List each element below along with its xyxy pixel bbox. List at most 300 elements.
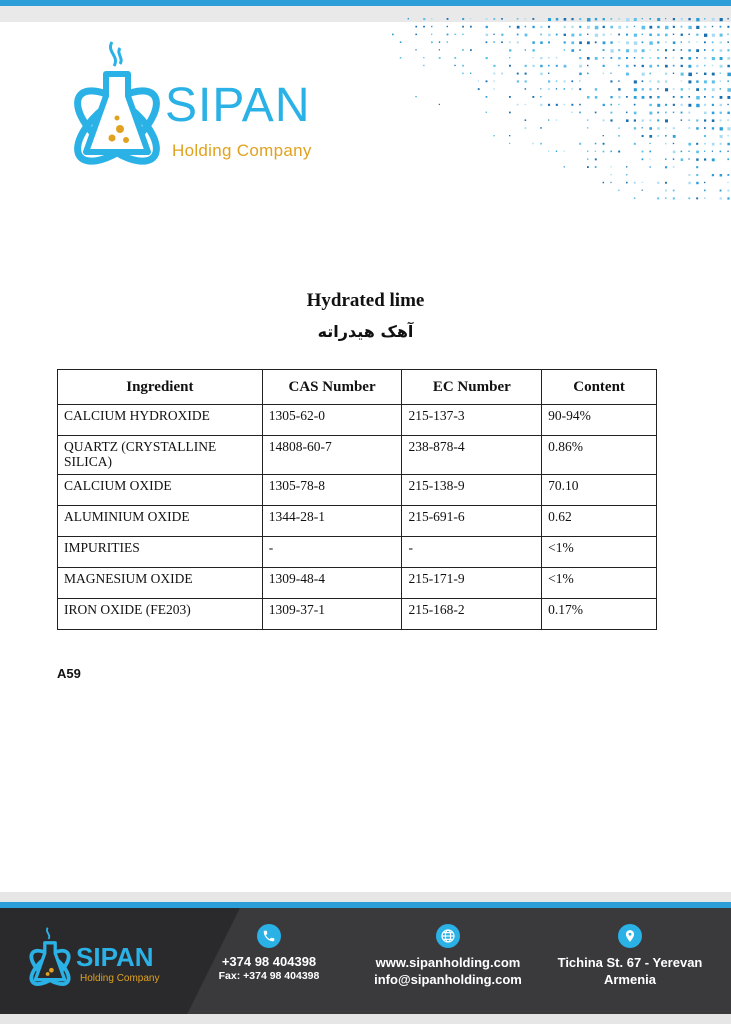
pattern-dot	[509, 41, 511, 43]
pattern-dot	[626, 182, 628, 184]
pattern-dot	[673, 127, 675, 129]
pattern-dot	[673, 112, 674, 113]
pattern-dot	[447, 34, 449, 36]
footer-logo-title: SIPAN	[76, 942, 154, 972]
pattern-dot	[642, 26, 646, 30]
pattern-dot	[610, 26, 613, 29]
pattern-dot	[673, 197, 675, 199]
pattern-dot	[681, 57, 683, 59]
pattern-dot	[649, 49, 650, 50]
pattern-dot	[727, 80, 729, 82]
footer-email-link[interactable]: info@sipanholding.com	[374, 972, 522, 987]
pattern-dot	[540, 96, 541, 97]
pattern-dot	[720, 143, 722, 145]
pattern-dot	[665, 18, 666, 19]
pattern-dot	[556, 119, 557, 120]
pattern-dot	[727, 96, 730, 99]
pattern-dot	[587, 127, 588, 128]
pattern-dot	[556, 104, 558, 106]
pattern-dot	[610, 57, 612, 59]
pattern-dot	[634, 112, 637, 115]
pattern-dot	[704, 127, 706, 129]
pattern-dot	[704, 182, 705, 183]
pattern-dot	[649, 18, 651, 20]
pattern-dot	[696, 143, 698, 145]
pattern-dot	[688, 174, 690, 176]
pattern-dot	[657, 65, 659, 67]
pattern-dot	[532, 96, 534, 98]
pattern-dot	[509, 96, 511, 98]
pattern-dot	[720, 119, 722, 121]
pattern-dot	[509, 143, 510, 144]
pattern-dot	[657, 104, 660, 107]
pattern-dot	[564, 49, 566, 51]
pattern-dot	[696, 151, 699, 154]
pattern-dot	[579, 104, 581, 106]
pattern-dot	[548, 151, 549, 152]
cell-content: 70.10	[542, 475, 657, 506]
pattern-dot	[626, 18, 630, 22]
pattern-dot	[525, 73, 527, 75]
cell-content: 0.17%	[542, 599, 657, 630]
pattern-dot	[423, 18, 425, 20]
pattern-dot	[486, 18, 488, 20]
pattern-dot	[673, 135, 676, 138]
location-pin-icon	[618, 924, 642, 948]
pattern-dot	[571, 88, 572, 89]
pattern-dot	[704, 158, 706, 160]
pattern-dot	[688, 41, 689, 42]
pattern-dot	[720, 65, 723, 68]
pattern-dot	[626, 41, 629, 44]
pattern-dot	[720, 49, 723, 52]
pattern-dot	[696, 166, 698, 168]
footer-gray-band	[0, 892, 731, 902]
pattern-dot	[665, 49, 667, 51]
pattern-dot	[571, 49, 574, 52]
pattern-dot	[673, 88, 675, 90]
table-row	[58, 475, 657, 506]
pattern-dot	[704, 143, 706, 145]
pattern-dot	[415, 49, 416, 50]
pattern-dot	[462, 26, 464, 28]
cell-ec: 215-171-9	[402, 568, 542, 599]
pattern-dot	[610, 80, 612, 82]
cell-content: 90-94%	[542, 405, 657, 436]
footer-phone[interactable]: +374 98 404398	[221, 954, 317, 969]
pattern-dot	[727, 135, 728, 136]
pattern-dot	[634, 119, 636, 121]
pattern-dot	[571, 112, 572, 113]
pattern-dot	[673, 65, 675, 67]
pattern-dot	[556, 151, 557, 152]
pattern-dot	[657, 41, 659, 43]
cell-content: 0.86%	[542, 436, 657, 475]
pattern-dot	[423, 65, 424, 66]
pattern-dot	[712, 80, 715, 83]
pattern-dot	[657, 88, 658, 89]
pattern-dot	[727, 18, 728, 19]
pattern-dot	[525, 26, 527, 28]
pattern-dot	[696, 104, 699, 107]
pattern-dot	[626, 174, 627, 175]
header-content: Content	[542, 370, 657, 405]
pattern-dot	[626, 119, 629, 122]
pattern-dot	[470, 26, 472, 28]
pattern-dot	[626, 26, 628, 28]
pattern-dot	[579, 80, 580, 81]
pattern-dot	[712, 143, 715, 146]
pattern-dot	[649, 96, 651, 98]
pattern-dot	[657, 119, 659, 121]
pattern-dot	[486, 57, 488, 59]
pattern-dot	[454, 34, 455, 35]
pattern-dot	[603, 151, 605, 153]
pattern-dot	[556, 34, 558, 36]
pattern-dot	[681, 96, 683, 98]
pattern-dot	[712, 127, 714, 129]
pattern-dot	[673, 96, 675, 98]
pattern-dot	[501, 34, 503, 36]
document-code: A59	[57, 666, 81, 681]
pattern-dot	[657, 26, 659, 28]
pattern-dot	[688, 127, 690, 129]
pattern-dot	[618, 127, 620, 129]
pattern-dot	[587, 151, 588, 152]
pattern-dot	[681, 80, 682, 81]
cell-ec: 215-691-6	[402, 506, 542, 537]
pattern-dot	[579, 34, 581, 36]
footer-bottom-band	[0, 1014, 731, 1024]
pattern-dot	[610, 49, 613, 52]
pattern-dot	[657, 182, 659, 184]
pattern-dot	[540, 57, 542, 59]
pattern-dot	[493, 65, 495, 67]
pattern-dot	[462, 73, 464, 75]
pattern-dot	[493, 88, 494, 89]
pattern-dot	[540, 41, 543, 44]
pattern-dot	[509, 112, 511, 114]
pattern-dot	[712, 34, 715, 37]
pattern-dot	[603, 143, 605, 145]
pattern-dot	[525, 49, 526, 50]
pattern-dot	[571, 41, 574, 44]
pattern-dot	[704, 197, 706, 199]
pattern-dot	[595, 18, 597, 20]
pattern-dot	[727, 119, 728, 120]
pattern-dot	[486, 34, 489, 37]
pattern-dot	[525, 80, 527, 82]
pattern-dot	[610, 119, 612, 121]
globe-icon	[436, 924, 460, 948]
pattern-dot	[579, 143, 581, 145]
pattern-dot	[712, 112, 715, 115]
pattern-dot	[556, 88, 557, 89]
pattern-dot	[642, 96, 645, 99]
pattern-dot	[517, 41, 519, 43]
pattern-dot	[595, 34, 598, 37]
pattern-dot	[649, 57, 651, 59]
pattern-dot	[720, 57, 723, 60]
pattern-dot	[439, 104, 440, 105]
table-row	[58, 436, 657, 475]
pattern-dot	[712, 119, 715, 122]
header-cas-number: CAS Number	[262, 370, 402, 405]
pattern-dot	[571, 80, 573, 82]
pattern-dot	[532, 49, 534, 51]
pattern-dot	[642, 57, 644, 59]
pattern-dot	[618, 88, 620, 90]
pattern-dot	[517, 34, 519, 36]
pattern-dot	[579, 49, 581, 51]
pattern-dot	[727, 57, 730, 60]
pattern-dot	[673, 41, 676, 44]
pattern-dot	[610, 104, 612, 106]
pattern-dot	[618, 49, 620, 51]
pattern-dot	[649, 34, 651, 36]
pattern-dot	[595, 112, 597, 114]
pattern-dot	[712, 41, 714, 43]
pattern-dot	[673, 190, 675, 192]
pattern-dot	[649, 104, 651, 106]
pattern-dot	[673, 151, 676, 154]
pattern-dot	[603, 18, 605, 20]
pattern-dot	[626, 73, 629, 76]
pattern-dot	[540, 104, 542, 106]
pattern-dot	[681, 34, 683, 36]
pattern-dot	[727, 104, 728, 105]
footer-logo	[24, 916, 174, 1006]
cell-ec: 215-168-2	[402, 599, 542, 630]
pattern-dot	[712, 158, 715, 161]
pattern-dot	[665, 112, 667, 114]
flask-atom-icon	[62, 34, 172, 174]
pattern-dot	[649, 127, 652, 130]
pattern-dot	[665, 119, 668, 122]
pattern-dot	[595, 41, 597, 43]
pattern-dot	[595, 96, 598, 99]
pattern-dot	[681, 73, 684, 76]
pattern-dot	[649, 112, 652, 115]
pattern-dot	[548, 80, 550, 82]
table-row	[58, 568, 657, 599]
table-row	[58, 537, 657, 568]
pattern-dot	[665, 57, 667, 59]
pattern-dot	[642, 73, 645, 76]
pattern-dot	[618, 96, 620, 98]
pattern-dot	[462, 65, 464, 67]
pattern-dot	[439, 57, 441, 59]
header-logo	[62, 34, 352, 174]
pattern-dot	[634, 34, 637, 37]
pattern-dot	[696, 34, 698, 36]
pattern-dot	[642, 18, 643, 19]
pattern-dot	[587, 65, 588, 66]
pattern-dot	[657, 34, 659, 36]
pattern-dot	[603, 34, 605, 36]
pattern-dot	[681, 88, 683, 90]
pattern-dot	[610, 174, 611, 175]
pattern-dot	[431, 34, 432, 35]
footer-website-link[interactable]: www.sipanholding.com	[375, 955, 521, 970]
pattern-dot	[595, 88, 597, 90]
dot-pattern-decoration	[388, 14, 731, 204]
pattern-dot	[649, 166, 651, 168]
pattern-dot	[462, 49, 463, 50]
pattern-dot	[431, 41, 433, 43]
pattern-dot	[712, 26, 713, 27]
pattern-dot	[696, 26, 699, 29]
pattern-dot	[727, 65, 729, 67]
pattern-dot	[704, 80, 707, 83]
pattern-dot	[696, 174, 698, 176]
pattern-dot	[548, 57, 550, 59]
pattern-dot	[649, 119, 651, 121]
pattern-dot	[470, 49, 472, 51]
pattern-dot	[720, 88, 721, 89]
pattern-dot	[688, 18, 690, 20]
cell-ec: 215-138-9	[402, 475, 542, 506]
cell-content: <1%	[542, 537, 657, 568]
cell-ingredient: ALUMINIUM OXIDE	[58, 506, 263, 537]
pattern-dot	[649, 65, 652, 68]
pattern-dot	[673, 49, 675, 51]
pattern-dot	[712, 65, 713, 66]
pattern-dot	[727, 158, 729, 160]
pattern-dot	[681, 49, 683, 51]
pattern-dot	[720, 135, 723, 138]
pattern-dot	[532, 57, 533, 58]
pattern-dot	[579, 41, 582, 44]
pattern-dot	[642, 151, 644, 153]
pattern-dot	[548, 73, 549, 74]
pattern-dot	[447, 41, 448, 42]
pattern-dot	[704, 112, 707, 115]
pattern-dot	[657, 96, 659, 98]
pattern-dot	[720, 190, 722, 192]
pattern-dot	[603, 49, 605, 51]
cell-ingredient: CALCIUM HYDROXIDE	[58, 405, 263, 436]
pattern-dot	[720, 104, 722, 106]
pattern-dot	[688, 65, 691, 68]
pattern-dot	[626, 166, 627, 167]
pattern-dot	[649, 151, 651, 153]
pattern-dot	[712, 73, 715, 76]
pattern-dot	[720, 26, 722, 28]
pattern-dot	[657, 135, 659, 137]
pattern-dot	[665, 41, 667, 43]
pattern-dot	[564, 34, 566, 36]
pattern-dot	[665, 127, 667, 129]
pattern-dot	[618, 18, 620, 20]
pattern-dot	[712, 49, 714, 51]
pattern-dot	[634, 88, 637, 91]
logo-subtitle: Holding Company	[172, 141, 312, 160]
pattern-dot	[642, 127, 643, 128]
pattern-dot	[517, 80, 519, 82]
pattern-dot	[478, 88, 480, 90]
pattern-dot	[665, 73, 667, 75]
pattern-dot	[517, 104, 519, 106]
pattern-dot	[657, 49, 658, 50]
pattern-dot	[634, 18, 637, 21]
pattern-dot	[587, 41, 590, 44]
pattern-dot	[681, 151, 683, 153]
pattern-dot	[634, 57, 635, 58]
pattern-dot	[571, 104, 573, 106]
pattern-dot	[696, 41, 697, 42]
pattern-dot	[540, 127, 541, 128]
pattern-dot	[634, 80, 637, 83]
pattern-dot	[712, 57, 715, 60]
pattern-dot	[634, 197, 636, 199]
pattern-dot	[525, 127, 527, 129]
pattern-dot	[587, 57, 590, 60]
pattern-dot	[673, 34, 674, 35]
pattern-dot	[665, 104, 667, 106]
pattern-dot	[704, 41, 706, 43]
pattern-dot	[665, 26, 669, 30]
pattern-dot	[720, 41, 722, 43]
pattern-dot	[727, 182, 728, 183]
pattern-dot	[587, 119, 588, 120]
pattern-dot	[618, 190, 619, 191]
pattern-dot	[579, 88, 581, 90]
cell-cas: 1305-78-8	[262, 475, 402, 506]
pattern-dot	[610, 96, 612, 98]
cell-ingredient: IMPURITIES	[58, 537, 263, 568]
pattern-dot	[548, 41, 550, 43]
cell-ingredient: QUARTZ (CRYSTALLINE SILICA)	[58, 436, 263, 475]
pattern-dot	[618, 41, 619, 42]
pattern-dot	[587, 34, 588, 35]
pattern-dot	[712, 88, 715, 91]
pattern-dot	[540, 26, 542, 28]
pattern-dot	[727, 34, 728, 35]
pattern-dot	[688, 104, 691, 107]
pattern-dot	[579, 18, 581, 20]
pattern-dot	[603, 26, 605, 28]
pattern-dot	[525, 88, 526, 89]
pattern-dot	[564, 26, 566, 28]
pattern-dot	[579, 65, 582, 68]
pattern-dot	[392, 34, 394, 36]
pattern-dot	[665, 80, 667, 82]
pattern-dot	[564, 104, 565, 105]
pattern-dot	[579, 73, 582, 76]
pattern-dot	[642, 119, 644, 121]
pattern-dot	[681, 112, 683, 114]
pattern-dot	[525, 18, 526, 19]
pattern-dot	[657, 57, 659, 59]
document-title-persian: آهک هیدراته	[317, 322, 414, 341]
pattern-dot	[696, 119, 698, 121]
pattern-dot	[540, 65, 542, 67]
pattern-dot	[673, 158, 674, 159]
cell-cas: 1309-48-4	[262, 568, 402, 599]
pattern-dot	[603, 119, 605, 121]
pattern-dot	[688, 80, 691, 83]
pattern-dot	[727, 41, 729, 43]
pattern-dot	[727, 88, 731, 92]
pattern-dot	[626, 34, 628, 36]
pattern-dot	[642, 190, 643, 191]
pattern-dot	[673, 26, 675, 28]
pattern-dot	[704, 26, 706, 28]
pattern-dot	[727, 151, 728, 152]
pattern-dot	[579, 26, 581, 28]
pattern-dot	[704, 135, 706, 137]
